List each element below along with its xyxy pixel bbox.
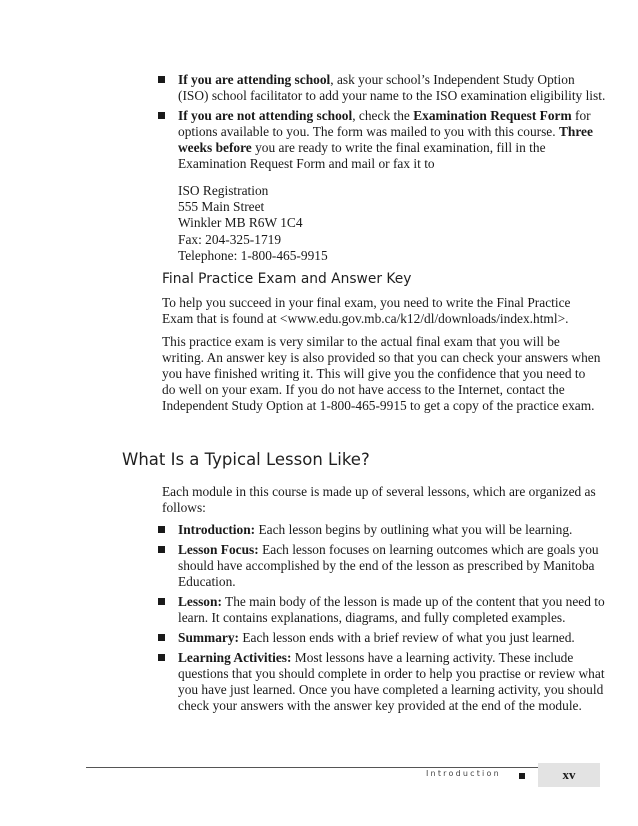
list-item-text: , ask your school’s Independent Study Option (ISO) school facilitator to add your name to the ISO examination eligibility list. — [178, 72, 606, 103]
list-item-text: Each lesson focuses on learning outcomes which are goals you should have accomplished by the end of the lesson as prescribed by Manitoba Education. — [178, 542, 599, 589]
list-item-bold: Examination Request Form — [413, 108, 572, 123]
address-line: Winkler MB R6W 1C4 — [178, 215, 303, 231]
list-item — [146, 522, 606, 538]
list-item-text: Each lesson begins by outlining what you will be learning. — [255, 522, 573, 537]
list-item-bold: Three weeks before — [178, 124, 593, 155]
list-item-bold: If you are not attending school — [178, 108, 353, 123]
list-item-text: The main body of the lesson is made up of the content that you need to learn. It contains explanations, diagrams, and fully completed examples. — [178, 594, 605, 625]
final-practice-paragraph: To help you succeed in your final exam, you need to write the Final Practice Exam that is found at <www.edu.gov.mb.ca/k12/dl/downloads/index.html>. — [162, 295, 571, 326]
address-line: Telephone: 1-800-465-9915 — [178, 247, 328, 263]
square-bullet-icon — [158, 598, 165, 605]
list-item-bold: Lesson Focus: — [178, 542, 259, 557]
square-bullet-icon — [158, 112, 165, 119]
square-bullet-icon — [158, 654, 165, 661]
address-line: Fax: 204-325-1719 — [178, 231, 282, 247]
lesson-intro: Each module in this course is made up of several lessons, which are organized as follows: — [162, 484, 596, 515]
list-item — [146, 72, 606, 104]
square-bullet-icon — [158, 546, 165, 553]
list-item-bold: Lesson: — [178, 594, 222, 609]
list-item-text: Most lessons have a learning activity. These include questions that you should complete in order to help you practise or review what you have just learned. Once you have completed a learning activity, you should check your answers with the answer key provided at the end of the module. — [178, 650, 605, 713]
page-number: xv — [538, 763, 600, 787]
final-practice-heading: Final Practice Exam and Answer Key — [162, 271, 412, 287]
list-item — [146, 542, 606, 590]
list-item-text: you are ready to write the final examination, fill in the Examination Request Form and mail or fax it to — [178, 140, 546, 171]
footer-section-label: Introduction — [426, 769, 501, 778]
list-item-bold: If you are attending school — [178, 72, 331, 87]
list-item — [146, 630, 606, 646]
square-bullet-icon — [158, 526, 165, 533]
address-line: ISO Registration — [178, 183, 269, 198]
final-practice-paragraph: This practice exam is very similar to the actual final exam that you will be writing. An answer key is also provided so that you can check your answers when you have finished writing it. This will give you the confidence that you need to do well on your exam. If you do not have access to the Internet, contact the Independent Study Option at 1-800-465-9915 to get a copy of the practice exam. — [162, 334, 601, 413]
list-item — [146, 594, 606, 626]
list-item-text: for options available to you. The form was mailed to you with this course. — [178, 108, 591, 139]
list-item-bold: Learning Activities: — [178, 650, 292, 665]
list-item — [146, 650, 606, 714]
iso-address — [178, 183, 578, 264]
iso-options-list — [146, 72, 606, 176]
section-heading: What Is a Typical Lesson Like? — [122, 450, 370, 469]
list-item-bold: Introduction: — [178, 522, 256, 537]
square-bullet-icon — [158, 634, 165, 641]
list-item-bold: Summary: — [178, 630, 239, 645]
lesson-parts-list — [146, 522, 606, 718]
list-item-text: Each lesson ends with a brief review of what you just learned. — [239, 630, 575, 645]
square-bullet-icon — [158, 76, 165, 83]
address-line: 555 Main Street — [178, 199, 265, 215]
square-bullet-icon — [519, 773, 525, 779]
list-item-text: , check the — [352, 108, 414, 123]
list-item — [146, 108, 606, 172]
footer-rule — [86, 767, 600, 768]
